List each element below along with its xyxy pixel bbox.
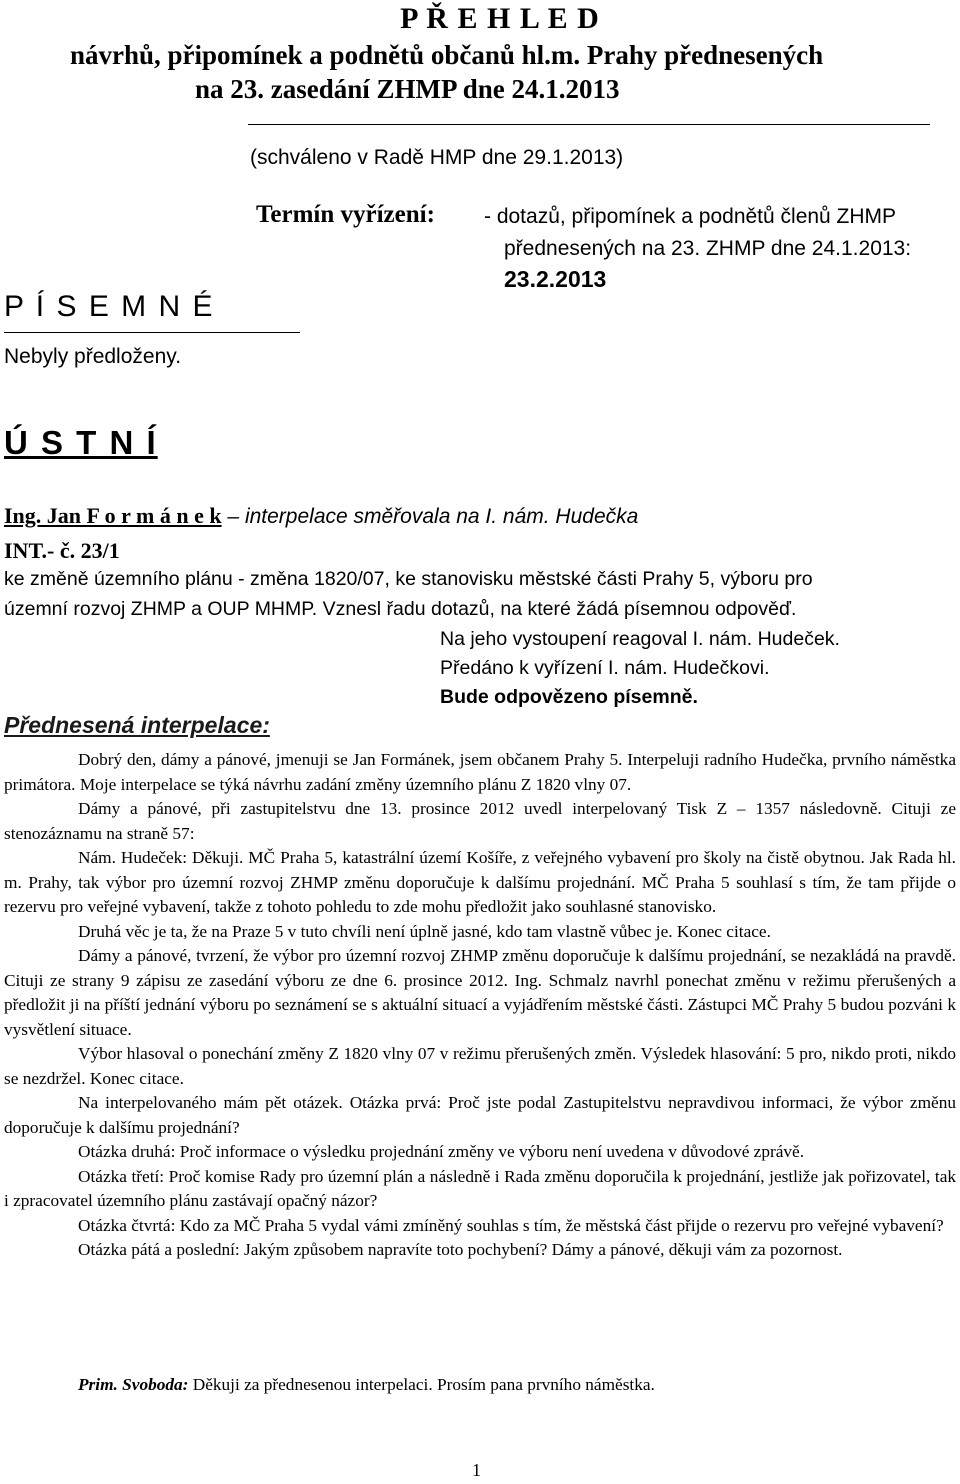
closing-text: Děkuji za přednesenou interpelaci. Prosím pana prvního náměstka. xyxy=(188,1375,655,1394)
approval-note: (schváleno v Radě HMP dne 29.1.2013) xyxy=(250,146,624,169)
body-paragraph: Dámy a pánové, při zastupitelstvu dne 13. prosince 2012 uvedl interpelovaný Tisk Z – 1357 následovně. Cituji ze stenozáznamu na straně 57: xyxy=(4,799,956,843)
body-paragraph: Na interpelovaného mám pět otázek. Otázka prvá: Proč jste podal Zastupitelstvu nepravdivou informaci, že výbor změnu doporučuje k dalšímu projednání? xyxy=(4,1093,956,1137)
speaker-name: Ing. Jan F o r m á n e k xyxy=(4,503,222,528)
body-paragraph: Otázka pátá a poslední: Jakým způsobem napravíte toto pochybení? Dámy a pánové, děkuji vám za pozornost. xyxy=(78,1240,843,1259)
document-subtitle-line1: návrhů, připomínek a podnětů občanů hl.m. Prahy přednesených xyxy=(70,40,824,70)
written-section-note: Nebyly předloženy. xyxy=(4,345,182,368)
speaker-target: – interpelace směřovala na I. nám. Hudečka xyxy=(221,505,639,528)
deadline-text-line2: přednesených na 23. ZHMP dne 24.1.2013: xyxy=(504,237,912,260)
interpellation-number: INT.- č. 23/1 xyxy=(4,538,120,563)
deadline-date: 23.2.2013 xyxy=(504,266,607,292)
body-paragraph: Otázka třetí: Proč komise Rady pro územní plán a následně i Rada změnu doporučila k projednání, jestliže jak pořizovatel, tak i zpracovatel územního plánu zastávají opačný názor? xyxy=(4,1166,956,1210)
body-paragraph: Výbor hlasoval o ponechání změny Z 1820 vlny 07 v režimu přerušených změn. Výsledek hlasování: 5 pro, nikdo proti, nikdo se nezdržel. Konec citace. xyxy=(4,1044,956,1088)
page-number: 1 xyxy=(472,1460,481,1480)
body-paragraph: Otázka čtvrtá: Kdo za MČ Praha 5 vydal vámi zmíněný souhlas s tím, že městská část přijde o rezervu pro veřejné vybavení? xyxy=(78,1215,944,1235)
oral-section-heading: Ú S T N Í xyxy=(4,424,158,461)
answer-note: Bude odpovězeno písemně. xyxy=(440,686,698,708)
deadline-text-line1: - dotazů, připomínek a podnětů členů ZHMP xyxy=(484,205,897,228)
interpellation-subject-line1: ke změně územního plánu - změna 1820/07, ke stanovisku městské části Prahy 5, výboru pro xyxy=(4,568,813,590)
body-paragraph: Dobrý den, dámy a pánové, jmenuji se Jan Formánek, jsem občanem Prahy 5. Interpeluji radního Hudečka, prvního náměstka primátora. Moje interpelace se týká návrhu zadání změny územního plánu Z 1820 vlny 07. xyxy=(4,750,956,794)
reaction-note: Na jeho vystoupení reagoval I. nám. Hudeček. xyxy=(440,628,840,650)
closing-remark xyxy=(78,1375,655,1395)
written-section-heading: P Í S E M N É xyxy=(4,290,215,323)
deadline-label: Termín vyřízení: xyxy=(256,201,435,228)
handed-over-note: Předáno k vyřízení I. nám. Hudečkovi. xyxy=(440,657,770,679)
closing-speaker: Prim. Svoboda: xyxy=(78,1375,189,1394)
document-subtitle-line2: na 23. zasedání ZHMP dne 24.1.2013 xyxy=(195,74,620,104)
body-paragraph: Dámy a pánové, tvrzení, že výbor pro územní rozvoj ZHMP změnu doporučuje k dalšímu projednání, se nezakládá na pravdě. Cituji ze strany 9 zápisu ze zasedání výboru ze dne 6. prosince 2012. Ing. Schmalz navrhl ponechat změnu v režimu přerušených a předložit ji na příští jednání výboru po seznámení se s aktuální situací a vyjádřením městské části. Zástupci MČ Prahy 5 budou pozváni k vysvětlení situace. xyxy=(4,946,956,1039)
written-section-underline xyxy=(4,332,300,333)
body-paragraph: Nám. Hudeček: Děkuji. MČ Praha 5, katastrální území Košíře, z veřejného vybavení pro školy na čistě obytnou. Jak Rada hl. m. Prahy, tak výbor pro územní rozvoj ZHMP změnu doporučuje k dalšímu projednání. MČ Praha 5 souhlasí s tím, že tam přijde o rezervu pro veřejné vybavení, takže z tohoto pohledu to zde mohu předložit jako souhlasné stanovisko. xyxy=(4,848,956,916)
interpellation-subject-line2: územní rozvoj ZHMP a OUP MHMP. Vznesl řadu dotazů, na které žádá písemnou odpověď. xyxy=(4,598,797,620)
interpellation-body xyxy=(4,748,956,1263)
header-divider xyxy=(248,124,930,125)
interpellation-speaker xyxy=(4,503,638,529)
body-paragraph: Druhá věc je ta, že na Praze 5 v tuto chvíli není úplně jasné, kdo tam vlastně vůbec je. Konec citace. xyxy=(78,921,771,941)
document-title: P Ř E H L E D xyxy=(400,2,600,35)
presented-interpellation-label: Přednesená interpelace: xyxy=(4,712,270,738)
body-paragraph: Otázka druhá: Proč informace o výsledku projednání změny ve výboru není uvedena v důvodové zprávě. xyxy=(78,1142,805,1161)
